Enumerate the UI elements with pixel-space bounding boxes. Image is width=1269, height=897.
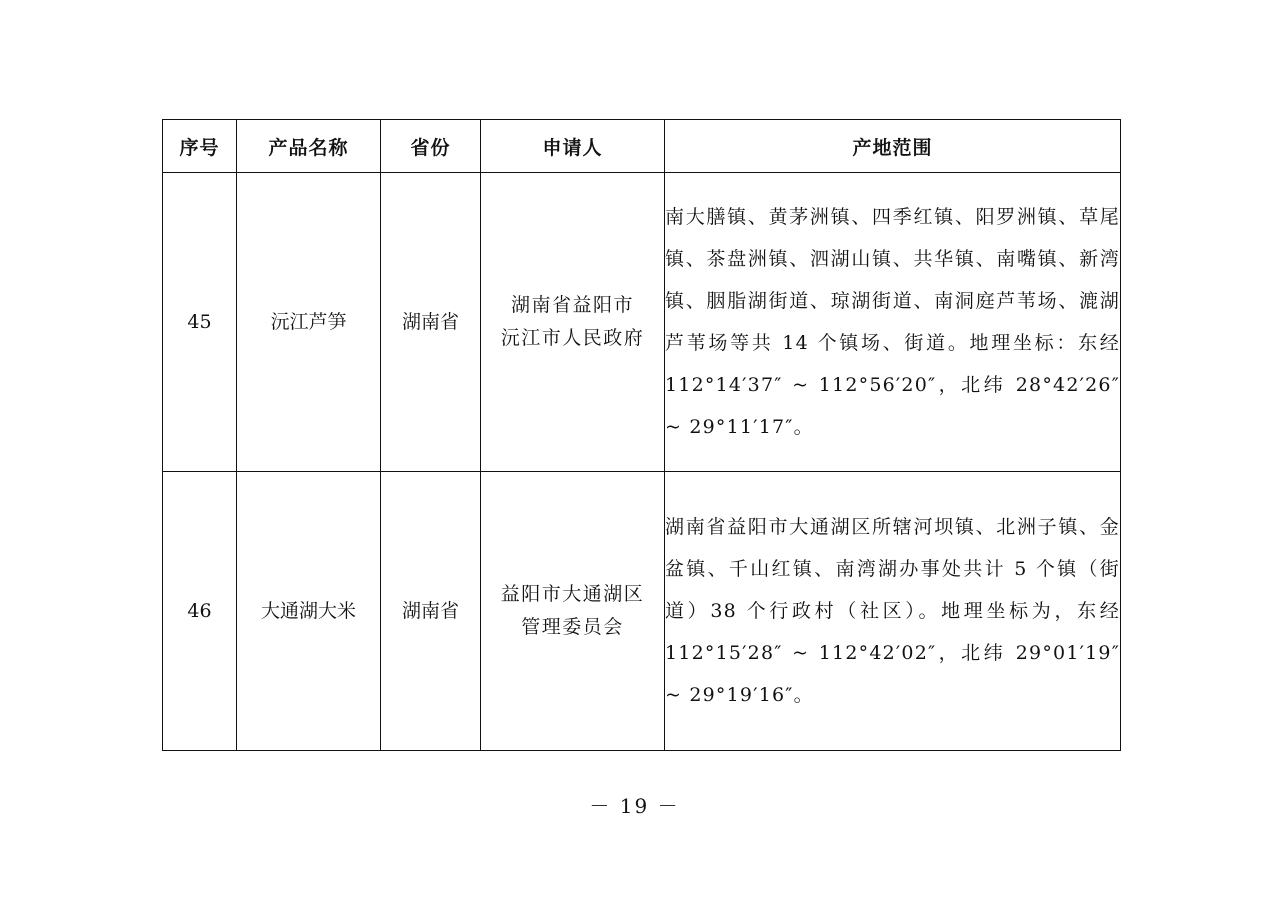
row-index: 45 <box>163 173 237 472</box>
page-number: － 19 － <box>589 794 680 818</box>
header-product-name: 产品名称 <box>237 120 381 173</box>
row-province: 湖南省 <box>381 173 481 472</box>
row-product-name: 沅江芦笋 <box>237 173 381 472</box>
table-row <box>163 173 1121 472</box>
row-applicant <box>481 472 665 751</box>
product-registry-table <box>162 119 1121 751</box>
row-production-area: 南大膳镇、黄茅洲镇、四季红镇、阳罗洲镇、草尾镇、茶盘洲镇、泗湖山镇、共华镇、南嘴镇、新湾镇、胭脂湖街道、琼湖街道、南洞庭芦苇场、漉湖芦苇场等共 14 个镇场、街道。地理坐标：东经 112°14′37″ ~ 112°56′20″，北纬 28°42′26″ ~ 29°11′17″。 <box>665 173 1121 472</box>
table-header-row <box>163 120 1121 173</box>
applicant-line: 益阳市大通湖区 <box>500 583 645 605</box>
applicant-line: 沅江市人民政府 <box>500 327 645 349</box>
row-applicant <box>481 173 665 472</box>
row-product-name: 大通湖大米 <box>237 472 381 751</box>
row-index: 46 <box>163 472 237 751</box>
applicant-line: 管理委员会 <box>521 616 624 638</box>
header-production-area: 产地范围 <box>665 120 1121 173</box>
header-province: 省份 <box>381 120 481 173</box>
applicant-line: 湖南省益阳市 <box>510 294 634 316</box>
header-applicant: 申请人 <box>481 120 665 173</box>
row-province: 湖南省 <box>381 472 481 751</box>
row-production-area: 湖南省益阳市大通湖区所辖河坝镇、北洲子镇、金盆镇、千山红镇、南湾湖办事处共计 5 个镇（街道）38 个行政村（社区）。地理坐标为，东经 112°15′28″ ~ 112°42′02″，北纬 29°01′19″ ~ 29°19′16″。 <box>665 472 1121 751</box>
header-index: 序号 <box>163 120 237 173</box>
table-row <box>163 472 1121 751</box>
